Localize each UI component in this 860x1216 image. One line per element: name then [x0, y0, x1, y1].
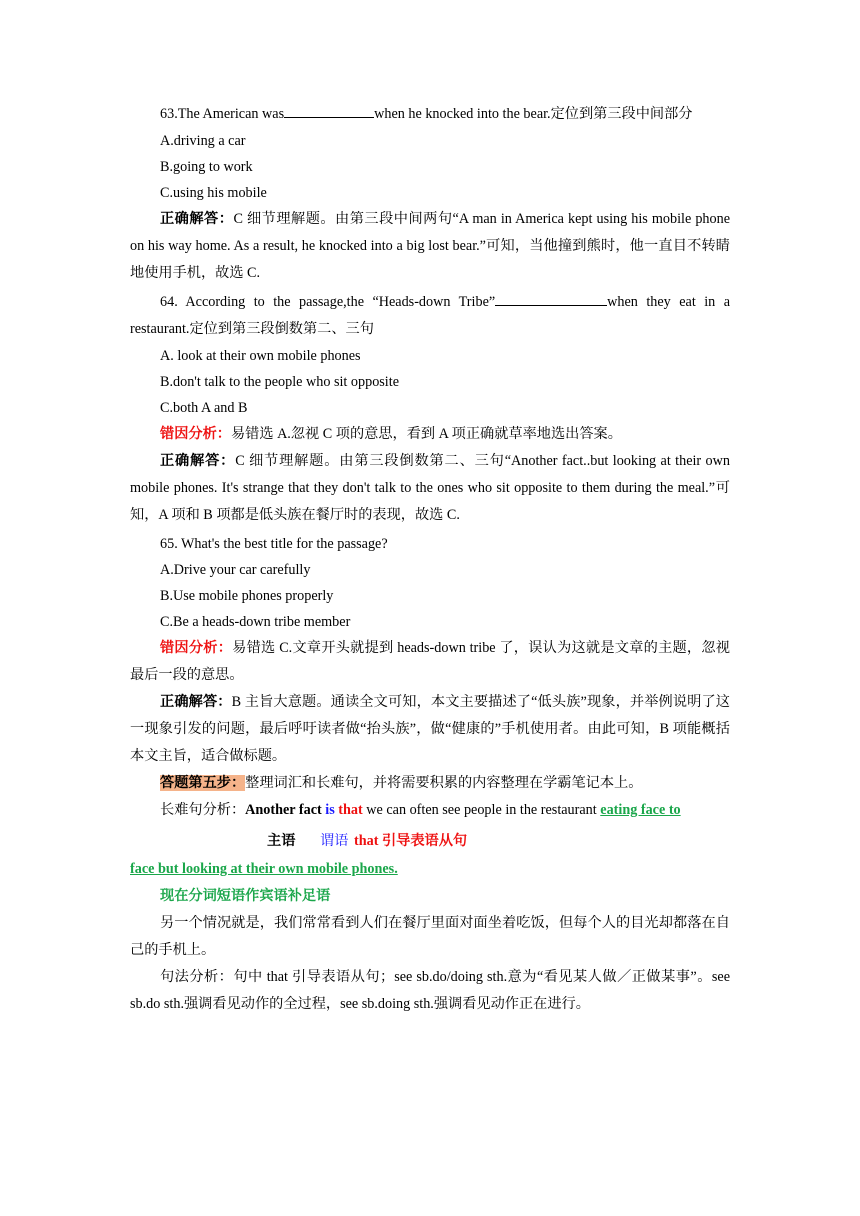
question-65-stem: 65. What's the best title for the passage? — [160, 536, 388, 552]
answer-label: 正确解答： — [160, 211, 234, 227]
option-a: A.Drive your car carefully — [160, 562, 311, 578]
label-subject: 主语 — [267, 833, 296, 849]
error-label: 错因分析： — [160, 426, 231, 442]
label-clause: that 引导表语从句 — [354, 833, 468, 849]
label-predicate: 谓语 — [320, 833, 349, 849]
option-b: B.don't talk to the people who sit opposite — [160, 374, 399, 390]
answer-64: 正确解答：C 细节理解题。由第三段倒数第二、三句“Another fact..but looking at their own mobile phones. It's strange that they don't talk to the ones who sit opposite to them during the meal.”可知，A 项和 B 项都是低头族在餐厅时的表现，故选 C. — [130, 453, 730, 523]
question-63-stem: 63.The American was when he knocked into the bear.定位到第三段中间部分 — [160, 106, 693, 122]
step-five-label: 答题第五步： — [160, 775, 246, 791]
step-five: 答题第五步：整理词汇和长难句，并将需要积累的内容整理在学霸笔记本上。 — [160, 775, 643, 791]
sentence-participle-part2: face but looking at their own mobile phones. — [130, 861, 398, 877]
label-participle: 现在分词短语作宾语补足语 — [160, 888, 331, 904]
error-analysis-64: 错因分析：易错选 A.忽视 C 项的意思，看到 A 项正确就草率地选出答案。 — [160, 426, 622, 442]
answer-63: 正确解答：C 细节理解题。由第三段中间两句“A man in America kept using his mobile phone on his way home. As a result, he knocked into a big lost bear.”可知，当他撞到熊时，他一直目不转睛地使用手机，故选 C. — [130, 211, 730, 281]
sentence-subject: Another fact — [245, 802, 322, 818]
option-a: A. look at their own mobile phones — [160, 348, 361, 364]
translation: 另一个情况就是，我们常常看到人们在餐厅里面对面坐着吃饭，但每个人的目光却都落在自己的手机上。 — [130, 915, 730, 958]
question-64-stem: 64. According to the passage,the “Heads-down Tribe” when they eat in a restaurant.定位到第三段倒数第二、三句 — [130, 294, 730, 337]
option-a: A.driving a car — [160, 133, 246, 149]
sentence-predicate: is — [325, 802, 335, 818]
option-c: C.both A and B — [160, 400, 248, 416]
option-b: B.Use mobile phones properly — [160, 588, 334, 604]
answer-65: 正确解答：B 主旨大意题。通读全文可知，本文主要描述了“低头族”现象，并举例说明了这一现象引发的问题，最后呼吁读者做“抬头族”，做“健康的”手机使用者。由此可知，B 项能概括本文主旨，适合做标题。 — [130, 694, 730, 764]
document-body — [130, 101, 730, 1018]
answer-blank — [495, 304, 607, 306]
answer-label: 正确解答： — [160, 694, 232, 710]
sentence-participle-part1: eating face to — [600, 802, 681, 818]
option-c: C.Be a heads-down tribe member — [160, 614, 351, 630]
long-sentence-continued — [130, 856, 730, 883]
option-b: B.going to work — [160, 159, 253, 175]
long-sentence: 长难句分析：Another fact is that we can often see people in the restaurant eating face to — [160, 802, 681, 818]
grammar-labels — [130, 824, 730, 854]
error-analysis-65: 错因分析：易错选 C.文章开头就提到 heads-down tribe 了，误认为这就是文章的主题，忽视最后一段的意思。 — [130, 640, 730, 683]
option-c: C.using his mobile — [160, 185, 267, 201]
answer-blank — [284, 116, 374, 118]
sentence-that: that — [338, 802, 363, 818]
error-label: 错因分析： — [160, 640, 233, 656]
answer-label: 正确解答： — [160, 453, 236, 469]
analysis-prefix: 长难句分析： — [160, 802, 246, 818]
syntax-analysis: 句法分析：句中 that 引导表语从句；see sb.do/doing sth.意为“看见某人做／正做某事”。see sb.do sth.强调看见动作的全过程，see sb.doing sth.强调看见动作正在进行。 — [130, 969, 730, 1012]
